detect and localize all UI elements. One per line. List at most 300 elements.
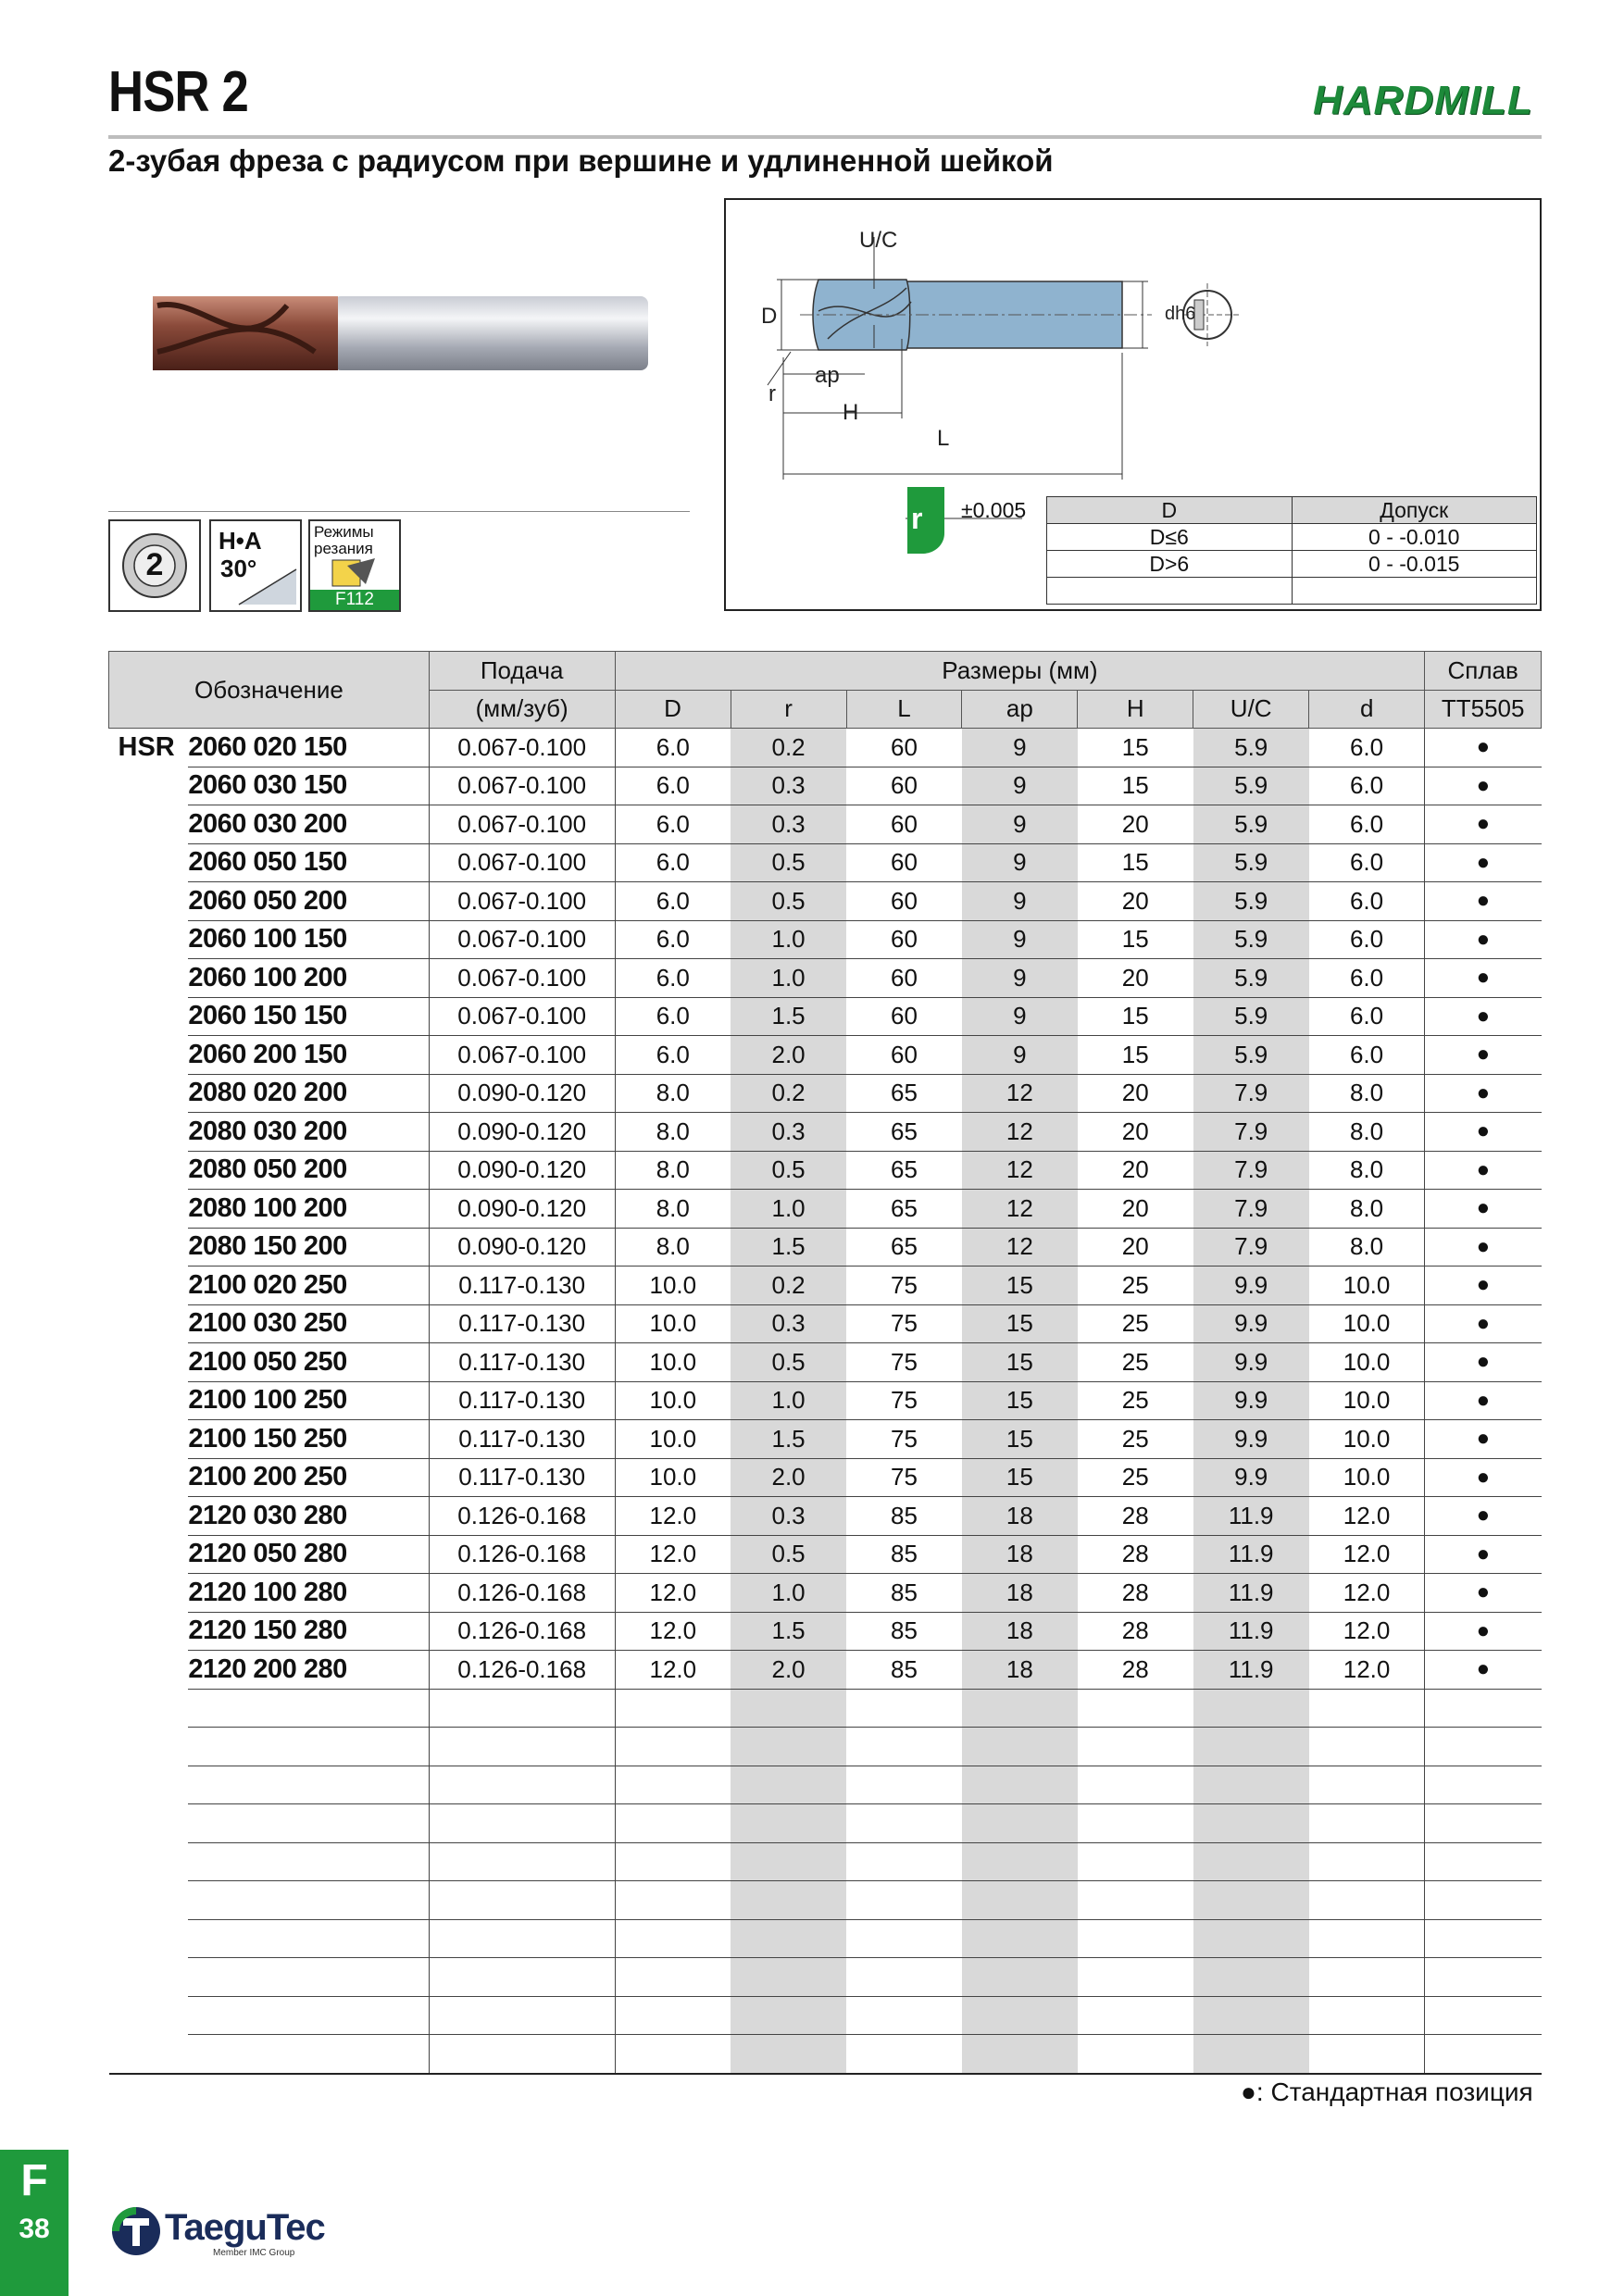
brand-name: TaeguTec [165,2207,325,2248]
legend [1241,2078,1533,2107]
designation-prefix [109,1689,189,1728]
table-cell: 0.117-0.130 [429,1304,615,1343]
table-cell: 28 [1078,1612,1193,1651]
stock-indicator [1425,1958,1542,1997]
table-cell: 20 [1078,1190,1193,1229]
table-cell [962,1804,1078,1843]
table-cell: 6.0 [1309,1036,1425,1075]
designation-code: 2060 050 150 [188,843,429,882]
header-col-dsh: d [1309,690,1425,729]
table-cell: 1.0 [731,1381,846,1420]
header-col-uc: U/C [1193,690,1309,729]
table-cell [731,1804,846,1843]
teeth-count: 2 [145,547,164,582]
table-cell: 15 [1078,997,1193,1036]
table-cell [962,1958,1078,1997]
tol-cell: D≤6 [1047,524,1293,551]
table-cell: 60 [846,729,962,767]
table-row [109,1113,1542,1152]
designation-code: 2060 200 150 [188,1036,429,1075]
table-cell [1078,1842,1193,1881]
table-cell: 9 [962,997,1078,1036]
table-cell [846,1919,962,1958]
table-row [109,1190,1542,1229]
table-row [109,1881,1542,1920]
table-cell [615,1689,731,1728]
designation-code: 2080 150 200 [188,1228,429,1267]
tol-cell: 0 - -0.010 [1292,524,1537,551]
table-cell: 10.0 [1309,1420,1425,1459]
table-cell: 9.9 [1193,1458,1309,1497]
table-cell: 12 [962,1113,1078,1152]
table-cell: 18 [962,1497,1078,1536]
designation-code: 2120 100 280 [188,1574,429,1613]
table-cell: 85 [846,1535,962,1574]
table-row [109,959,1542,998]
table-cell: 0.067-0.100 [429,805,615,844]
table-row [109,1535,1542,1574]
table-cell: 85 [846,1612,962,1651]
designation-code: 2080 030 200 [188,1113,429,1152]
table-cell: 2.0 [731,1651,846,1690]
header-col-h: H [1078,690,1193,729]
table-cell [846,1881,962,1920]
table-cell: 9.9 [1193,1420,1309,1459]
table-cell: 1.0 [731,959,846,998]
table-cell: 0.090-0.120 [429,1074,615,1113]
table-cell: 1.0 [731,1574,846,1613]
table-cell: 0.3 [731,1113,846,1152]
table-cell: 6.0 [615,805,731,844]
table-cell: 25 [1078,1420,1193,1459]
table-cell: 28 [1078,1651,1193,1690]
table-cell [615,1881,731,1920]
table-cell: 12 [962,1190,1078,1229]
table-cell [731,2035,846,2074]
tol-cell: D>6 [1047,551,1293,578]
table-cell: 0.126-0.168 [429,1651,615,1690]
table-cell: 10.0 [615,1420,731,1459]
table-cell [429,2035,615,2074]
product-table [108,651,1542,2075]
table-cell [1078,1804,1193,1843]
table-cell [962,1919,1078,1958]
table-cell: 60 [846,805,962,844]
table-cell: 9 [962,959,1078,998]
table-cell: 5.9 [1193,767,1309,805]
designation-prefix [109,1074,189,1113]
table-cell: 8.0 [1309,1151,1425,1190]
designation-code [188,1996,429,2035]
stock-indicator: ● [1425,920,1542,959]
designation-prefix [109,1151,189,1190]
table-cell: 9.9 [1193,1343,1309,1382]
stock-indicator: ● [1425,882,1542,921]
table-cell: 28 [1078,1497,1193,1536]
designation-code [188,1881,429,1920]
table-cell: 15 [962,1381,1078,1420]
table-cell [429,1804,615,1843]
table-cell [962,1842,1078,1881]
table-cell: 7.9 [1193,1074,1309,1113]
tol-cell [1047,578,1293,605]
stock-indicator: ● [1425,1113,1542,1152]
table-cell: 60 [846,1036,962,1075]
table-cell: 75 [846,1343,962,1382]
table-row [109,1651,1542,1690]
table-row [109,1304,1542,1343]
designation-prefix [109,1996,189,2035]
table-cell [1309,1766,1425,1804]
table-cell: 7.9 [1193,1151,1309,1190]
table-cell: 18 [962,1574,1078,1613]
table-cell [1078,1958,1193,1997]
stock-indicator: ● [1425,959,1542,998]
stock-indicator: ● [1425,729,1542,767]
table-cell: 0.3 [731,1304,846,1343]
designation-code: 2080 050 200 [188,1151,429,1190]
table-cell: 15 [1078,729,1193,767]
table-cell [731,1766,846,1804]
stock-indicator: ● [1425,1574,1542,1613]
table-cell: 0.067-0.100 [429,997,615,1036]
stock-indicator: ● [1425,805,1542,844]
designation-code: 2060 020 150 [188,729,429,767]
table-cell: 11.9 [1193,1651,1309,1690]
designation-prefix [109,959,189,998]
table-cell: 9 [962,767,1078,805]
table-cell: 6.0 [1309,882,1425,921]
designation-prefix: HSR [118,732,175,762]
table-cell: 0.3 [731,767,846,805]
table-cell: 60 [846,882,962,921]
table-cell: 60 [846,997,962,1036]
table-cell: 85 [846,1651,962,1690]
designation-code [188,1728,429,1766]
legend-symbol: ● [1241,2078,1256,2106]
designation-prefix [109,1842,189,1881]
designation-prefix [109,1497,189,1536]
table-cell [731,1919,846,1958]
table-cell: 0.2 [731,1074,846,1113]
table-cell: 85 [846,1497,962,1536]
table-cell: 65 [846,1228,962,1267]
teeth-count-icon [108,519,201,612]
table-row [109,843,1542,882]
table-cell: 10.0 [1309,1343,1425,1382]
table-cell: 5.9 [1193,1036,1309,1075]
table-cell: 65 [846,1151,962,1190]
designation-code: 2060 100 150 [188,920,429,959]
designation-code: 2080 020 200 [188,1074,429,1113]
table-cell: 6.0 [1309,920,1425,959]
table-cell: 10.0 [1309,1304,1425,1343]
table-row [109,805,1542,844]
table-cell: 11.9 [1193,1612,1309,1651]
table-cell: 9.9 [1193,1381,1309,1420]
table-cell: 5.9 [1193,997,1309,1036]
table-cell [615,1919,731,1958]
stock-indicator [1425,1996,1542,2035]
table-cell: 65 [846,1190,962,1229]
brand-subtitle: Member IMC Group [213,2248,295,2258]
r-tolerance-symbol: r [911,502,923,535]
table-cell: 15 [1078,1036,1193,1075]
table-cell [846,1842,962,1881]
table-cell: 6.0 [1309,959,1425,998]
table-cell: 11.9 [1193,1535,1309,1574]
table-cell [429,1996,615,2035]
table-row [109,1958,1542,1997]
table-row [109,1074,1542,1113]
table-cell [1193,2035,1309,2074]
table-cell: 6.0 [1309,997,1425,1036]
table-cell [731,1728,846,1766]
r-tolerance-value: ±0.005 [961,498,1027,522]
table-row [109,1267,1542,1305]
table-cell [429,1766,615,1804]
table-cell: 12.0 [1309,1651,1425,1690]
table-cell: 10.0 [1309,1458,1425,1497]
table-cell [1309,1958,1425,1997]
table-cell: 8.0 [1309,1228,1425,1267]
label-ap: ap [815,363,840,388]
designation-code: 2080 100 200 [188,1190,429,1229]
table-cell: 6.0 [615,767,731,805]
table-cell [429,1842,615,1881]
designation-prefix [109,1381,189,1420]
table-row [109,2035,1542,2074]
table-cell: 0.2 [731,1267,846,1305]
product-table-body [109,729,1542,2074]
table-cell [1193,1804,1309,1843]
designation-prefix [109,1535,189,1574]
table-row [109,1381,1542,1420]
designation-code: 2060 030 150 [188,767,429,805]
designation-code: 2100 020 250 [188,1267,429,1305]
stock-indicator: ● [1425,1267,1542,1305]
table-cell: 75 [846,1267,962,1305]
table-cell: 18 [962,1651,1078,1690]
table-cell: 2.0 [731,1458,846,1497]
helix-angle-icon [209,519,302,612]
table-row [109,1574,1542,1613]
table-cell [846,1996,962,2035]
designation-code: 2120 050 280 [188,1535,429,1574]
table-cell [1078,1766,1193,1804]
designation-code: 2060 030 200 [188,805,429,844]
table-cell [429,1881,615,1920]
table-cell: 12 [962,1151,1078,1190]
table-cell: 75 [846,1304,962,1343]
table-cell [962,1728,1078,1766]
table-cell: 0.5 [731,1343,846,1382]
table-cell: 20 [1078,1151,1193,1190]
table-cell: 5.9 [1193,920,1309,959]
taegutec-logo-icon [108,2203,164,2259]
cutting-ref: F112 [310,590,399,610]
table-cell: 5.9 [1193,729,1309,767]
stock-indicator: ● [1425,1036,1542,1075]
table-cell: 60 [846,767,962,805]
legend-text: : Стандартная позиция [1255,2078,1533,2106]
table-cell [962,1996,1078,2035]
table-row [109,997,1542,1036]
table-cell [429,1958,615,1997]
table-cell: 6.0 [615,729,731,767]
stock-indicator: ● [1425,997,1542,1036]
table-cell: 25 [1078,1304,1193,1343]
table-cell [1078,1919,1193,1958]
designation-prefix [109,1881,189,1920]
table-cell: 75 [846,1420,962,1459]
table-cell [615,1766,731,1804]
table-cell: 25 [1078,1267,1193,1305]
designation-code: 2100 030 250 [188,1304,429,1343]
table-cell: 0.067-0.100 [429,843,615,882]
designation-prefix [109,1651,189,1690]
table-cell: 6.0 [615,882,731,921]
label-h: H [843,400,859,425]
table-cell: 1.0 [731,920,846,959]
table-cell: 6.0 [1309,767,1425,805]
table-cell: 0.126-0.168 [429,1497,615,1536]
table-cell: 11.9 [1193,1574,1309,1613]
table-cell: 12.0 [615,1574,731,1613]
table-cell: 0.090-0.120 [429,1228,615,1267]
table-cell: 25 [1078,1343,1193,1382]
designation-prefix [109,1804,189,1843]
table-cell: 12.0 [615,1535,731,1574]
table-cell: 6.0 [1309,729,1425,767]
table-cell: 5.9 [1193,882,1309,921]
designation-prefix [109,1574,189,1613]
table-cell: 0.090-0.120 [429,1190,615,1229]
title-rule [108,135,1542,139]
table-cell [1078,1689,1193,1728]
table-row [109,1689,1542,1728]
table-cell: 0.117-0.130 [429,1381,615,1420]
page-title: HSR 2 [108,60,248,124]
table-cell [1193,1958,1309,1997]
designation-code: 2100 200 250 [188,1458,429,1497]
section-tab [0,2150,69,2296]
designation-code: 2060 050 200 [188,882,429,921]
designation-prefix [109,1728,189,1766]
stock-indicator: ● [1425,1381,1542,1420]
designation-prefix [109,1612,189,1651]
designation-prefix [109,1420,189,1459]
table-cell: 0.117-0.130 [429,1267,615,1305]
table-cell [1309,1842,1425,1881]
designation-prefix [109,1190,189,1229]
table-cell: 10.0 [1309,1267,1425,1305]
table-cell: 65 [846,1113,962,1152]
table-cell: 15 [962,1343,1078,1382]
table-cell: 12 [962,1074,1078,1113]
table-cell: 0.067-0.100 [429,920,615,959]
table-cell: 1.5 [731,1420,846,1459]
table-cell [962,2035,1078,2074]
table-cell [1193,1728,1309,1766]
header-feed-unit: (мм/зуб) [429,690,615,729]
header-col-r: r [731,690,846,729]
table-cell: 0.067-0.100 [429,882,615,921]
table-cell: 28 [1078,1574,1193,1613]
hardmill-logo: HARDMILL [1313,78,1533,123]
table-row [109,1919,1542,1958]
table-cell: 1.5 [731,1228,846,1267]
table-cell: 0.3 [731,805,846,844]
table-cell: 15 [962,1304,1078,1343]
table-cell [731,1881,846,1920]
table-cell [1078,2035,1193,2074]
designation-prefix [109,1267,189,1305]
table-cell: 0.117-0.130 [429,1343,615,1382]
designation-code [188,1842,429,1881]
table-cell: 2.0 [731,1036,846,1075]
stock-indicator [1425,1842,1542,1881]
label-dh6: dh6 [1165,304,1196,324]
table-cell: 7.9 [1193,1228,1309,1267]
table-cell [1193,1842,1309,1881]
stock-indicator: ● [1425,767,1542,805]
designation-prefix [109,1766,189,1804]
table-cell: 12 [962,1228,1078,1267]
table-cell [846,1728,962,1766]
table-cell [731,1958,846,1997]
table-cell: 10.0 [615,1458,731,1497]
stock-indicator: ● [1425,1190,1542,1229]
designation-prefix [109,1458,189,1497]
header-dimensions: Размеры (мм) [615,652,1425,691]
header-alloy: Сплав [1425,652,1542,691]
stock-indicator: ● [1425,843,1542,882]
table-cell: 0.067-0.100 [429,729,615,767]
designation-prefix [109,2035,189,2074]
designation-prefix [109,1036,189,1075]
designation-code: 2100 050 250 [188,1343,429,1382]
table-cell: 6.0 [1309,805,1425,844]
table-row [109,920,1542,959]
designation-prefix [109,920,189,959]
icon-rule [108,511,690,512]
table-cell: 20 [1078,805,1193,844]
end-mill-photo [148,278,667,389]
table-cell [615,1958,731,1997]
table-cell: 60 [846,843,962,882]
table-cell [1078,1996,1193,2035]
designation-code [188,1766,429,1804]
header-feed: Подача [429,652,615,691]
helix-angle-label: H•A [219,527,262,555]
table-cell: 12.0 [1309,1535,1425,1574]
table-cell: 15 [962,1267,1078,1305]
table-cell: 8.0 [1309,1074,1425,1113]
designation-code [188,1689,429,1728]
table-cell [1309,1689,1425,1728]
table-cell [1309,1728,1425,1766]
table-cell [615,1804,731,1843]
table-cell: 85 [846,1574,962,1613]
table-cell: 6.0 [615,843,731,882]
table-cell: 8.0 [615,1228,731,1267]
table-cell [962,1881,1078,1920]
designation-prefix [109,997,189,1036]
header-col-d: D [615,690,731,729]
table-cell: 0.5 [731,1151,846,1190]
table-cell: 20 [1078,1113,1193,1152]
